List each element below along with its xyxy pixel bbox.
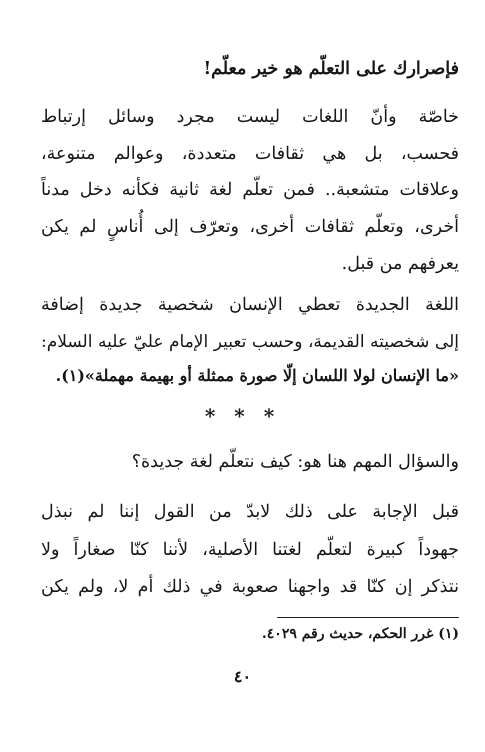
paragraph-2-line-1: اللغة الجديدة تعطي الإنسان شخصية جديدة إضافة [41, 295, 459, 315]
paragraph-1-line-2: فحسب، بل هي ثقافات متعددة، وعوالم متنوعة، [41, 144, 459, 164]
paragraph-1-line-4: أخرى، وتعلّم ثقافات أخرى، وتعرّف إلى أُناسٍ لم يكن [41, 217, 459, 237]
paragraph-1-line-3: وعلاقات متشعبة.. فمن تعلّم لغة ثانية فكأنه دخل مدناً [41, 180, 459, 200]
quote-line: «ما الإنسان لولا اللسان إلّا صورة ممثلة أو بهيمة مهملة»(١). [55, 366, 459, 385]
paragraph-2-line-2: إلى شخصيته القديمة، وحسب تعبير الإمام عليّ عليه السلام: [41, 332, 459, 352]
page-number: ٤٠ [233, 667, 252, 686]
footnote-divider [277, 617, 459, 618]
paragraph-1-line-5: يعرفهم من قبل. [341, 254, 459, 274]
paragraph-3-line-2: جهوداً كبيرة لتعلّم لغتنا الأصلية، لأننا كنّا صغاراً ولا [41, 540, 459, 560]
section-separator: * * * [204, 404, 281, 428]
question-line: والسؤال المهم هنا هو: كيف نتعلّم لغة جديدة؟ [131, 452, 459, 472]
paragraph-1-line-1: خاصّة وأنّ اللغات ليست مجرد وسائل إرتباط [41, 107, 459, 127]
paragraph-3-line-3: نتذكر إن كنّا قد واجهنا صعوبة في ذلك أم لا، ولم يكن [41, 577, 459, 597]
footnote: (١) غرر الحكم، حديث رقم ٤٠٢٩. [261, 626, 459, 642]
paragraph-3-line-1: قبل الإجابة على ذلك لابدّ من القول إننا لم نبذل [41, 502, 459, 522]
heading-line: فإصرارك على التعلّم هو خير معلّم! [203, 59, 459, 79]
